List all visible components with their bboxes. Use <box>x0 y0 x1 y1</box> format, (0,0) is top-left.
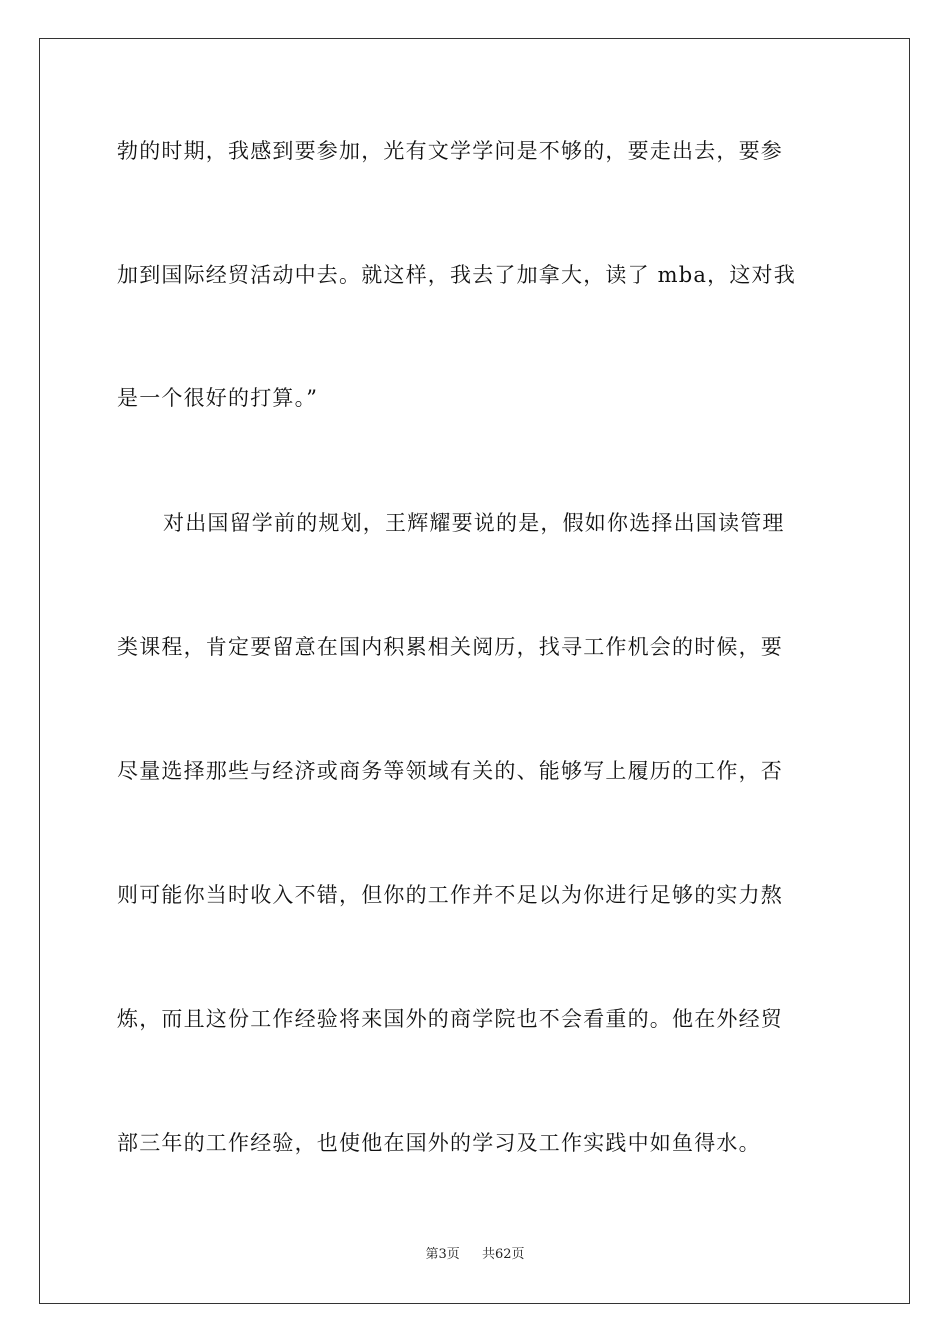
page-number: 第3页 <box>425 1247 460 1262</box>
body-text-line: 炼，而且这份工作经验将来国外的商学院也不会看重的。他在外经贸 <box>117 1007 783 1031</box>
body-text-line: 部三年的工作经验，也使他在国外的学习及工作实践中如鱼得水。 <box>117 1131 761 1155</box>
body-text-line: 加到国际经贸活动中去。就这样，我去了加拿大，读了 mba，这对我 <box>117 263 796 287</box>
body-text-line: 则可能你当时收入不错，但你的工作并不足以为你进行足够的实力熬 <box>117 883 783 907</box>
paragraph-start-line: 对出国留学前的规划，王辉耀要说的是，假如你选择出国读管理 <box>163 511 785 535</box>
page-footer <box>0 1246 950 1264</box>
body-text-line: 是一个很好的打算。” <box>117 386 319 410</box>
page-border <box>39 38 910 1304</box>
body-text-line: 类课程，肯定要留意在国内积累相关阅历，找寻工作机会的时候，要 <box>117 635 783 659</box>
page-total: 共62页 <box>482 1247 525 1262</box>
body-text-line: 尽量选择那些与经济或商务等领域有关的、能够写上履历的工作，否 <box>117 759 783 783</box>
body-text-line: 勃的时期，我感到要参加，光有文学学问是不够的，要走出去，要参 <box>117 139 783 163</box>
